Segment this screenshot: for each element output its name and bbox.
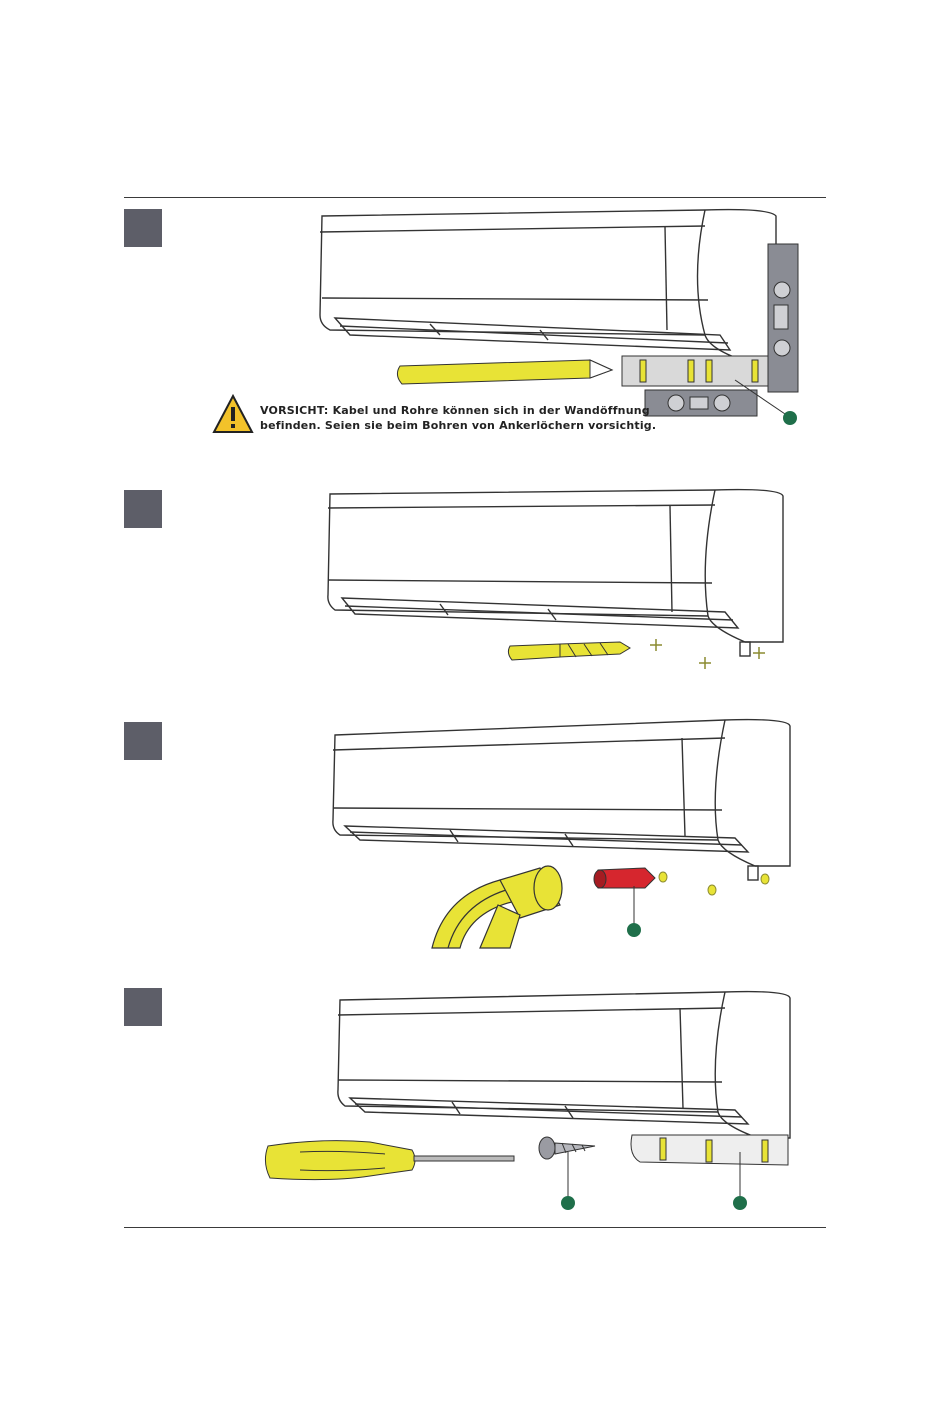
warning-icon [212, 394, 254, 434]
ac-unit [320, 210, 776, 368]
step-2-illustration [0, 480, 950, 690]
screwdriver [265, 1141, 514, 1180]
ac-unit [338, 992, 790, 1138]
step-4-callout-dot-screw [561, 1196, 575, 1210]
caution-line-2: befinden. Seien sie beim Bohren von Ankerlöchern vorsichtig. [260, 419, 657, 432]
step-3-illustration [0, 712, 950, 952]
wall-plug [594, 868, 655, 888]
step-1-callout-dot [783, 411, 797, 425]
drill-bit [508, 642, 630, 660]
caution-label: VORSICHT: [260, 404, 329, 417]
caution-text [260, 403, 660, 433]
bottom-rule [124, 1227, 826, 1228]
caution-line-1 [260, 403, 660, 418]
step-4-illustration [0, 980, 950, 1215]
ac-unit [333, 720, 790, 880]
drilled-holes [659, 872, 769, 895]
mounting-plate [631, 1135, 788, 1165]
step-3-callout-dot [627, 923, 641, 937]
mounting-plate [622, 356, 768, 386]
top-rule [124, 197, 826, 198]
horizontal-spirit-level [645, 390, 757, 416]
step-4-callout-dot-plate [733, 1196, 747, 1210]
drill-marks [650, 639, 765, 669]
pencil [397, 360, 612, 384]
screw [539, 1137, 595, 1159]
hammer [432, 866, 562, 948]
ac-unit [328, 490, 783, 656]
vertical-spirit-level [768, 244, 798, 392]
caution-line-1-text: Kabel und Rohre können sich in der Wandöffnung [332, 404, 650, 417]
